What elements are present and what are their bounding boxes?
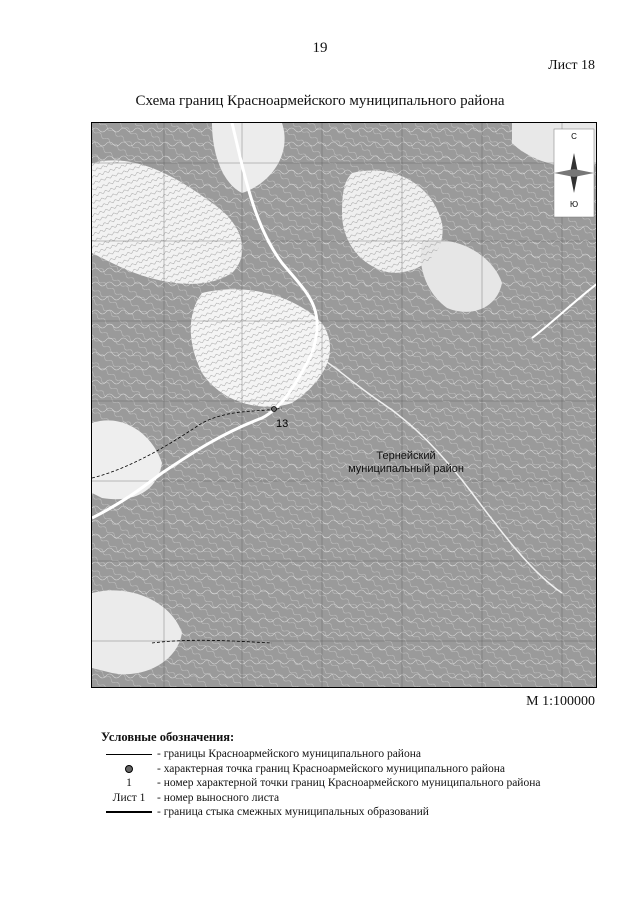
page-title: Схема границ Красноармейского муниципального района	[135, 93, 505, 109]
legend-item-point	[101, 762, 621, 777]
legend-item-text: - номер выносного листа	[157, 791, 280, 804]
legend-item-text: - характерная точка границ Красноармейского муниципального района	[157, 762, 506, 775]
point-dot-symbol	[125, 765, 133, 773]
boundary-line-symbol	[106, 754, 152, 755]
page-number: 19	[312, 40, 328, 56]
legend-item-text: - номер характерной точки границ Красноармейского муниципального района	[157, 777, 541, 790]
region-label-line1: Тернейский	[376, 450, 436, 462]
junction-line-symbol	[106, 811, 152, 813]
legend-item-sheet	[101, 791, 621, 806]
topographic-map	[92, 123, 597, 688]
legend-heading: Условные обозначения:	[101, 730, 235, 744]
legend-item-point-number	[101, 776, 621, 791]
map-frame[interactable]	[91, 122, 597, 688]
compass-north-label: С	[571, 132, 577, 141]
map-legend	[101, 730, 621, 820]
sheet-label: Лист 18	[548, 58, 595, 73]
point-number-label: 13	[276, 418, 289, 430]
legend-item-junction	[101, 805, 621, 820]
compass-rose	[554, 129, 594, 217]
legend-item-text: - границы Красноармейского муниципального района	[157, 748, 421, 761]
point-number-symbol: 1	[126, 777, 132, 790]
compass-south-label: Ю	[569, 200, 579, 209]
region-label-line2: муниципальный район	[348, 463, 464, 475]
boundary-point[interactable]	[272, 407, 277, 412]
legend-item-boundary	[101, 747, 621, 762]
legend-item-text: - граница стыка смежных муниципальных образований	[157, 806, 429, 819]
sheet-number-symbol: Лист 1	[112, 791, 146, 804]
map-scale: М 1:100000	[526, 694, 595, 709]
